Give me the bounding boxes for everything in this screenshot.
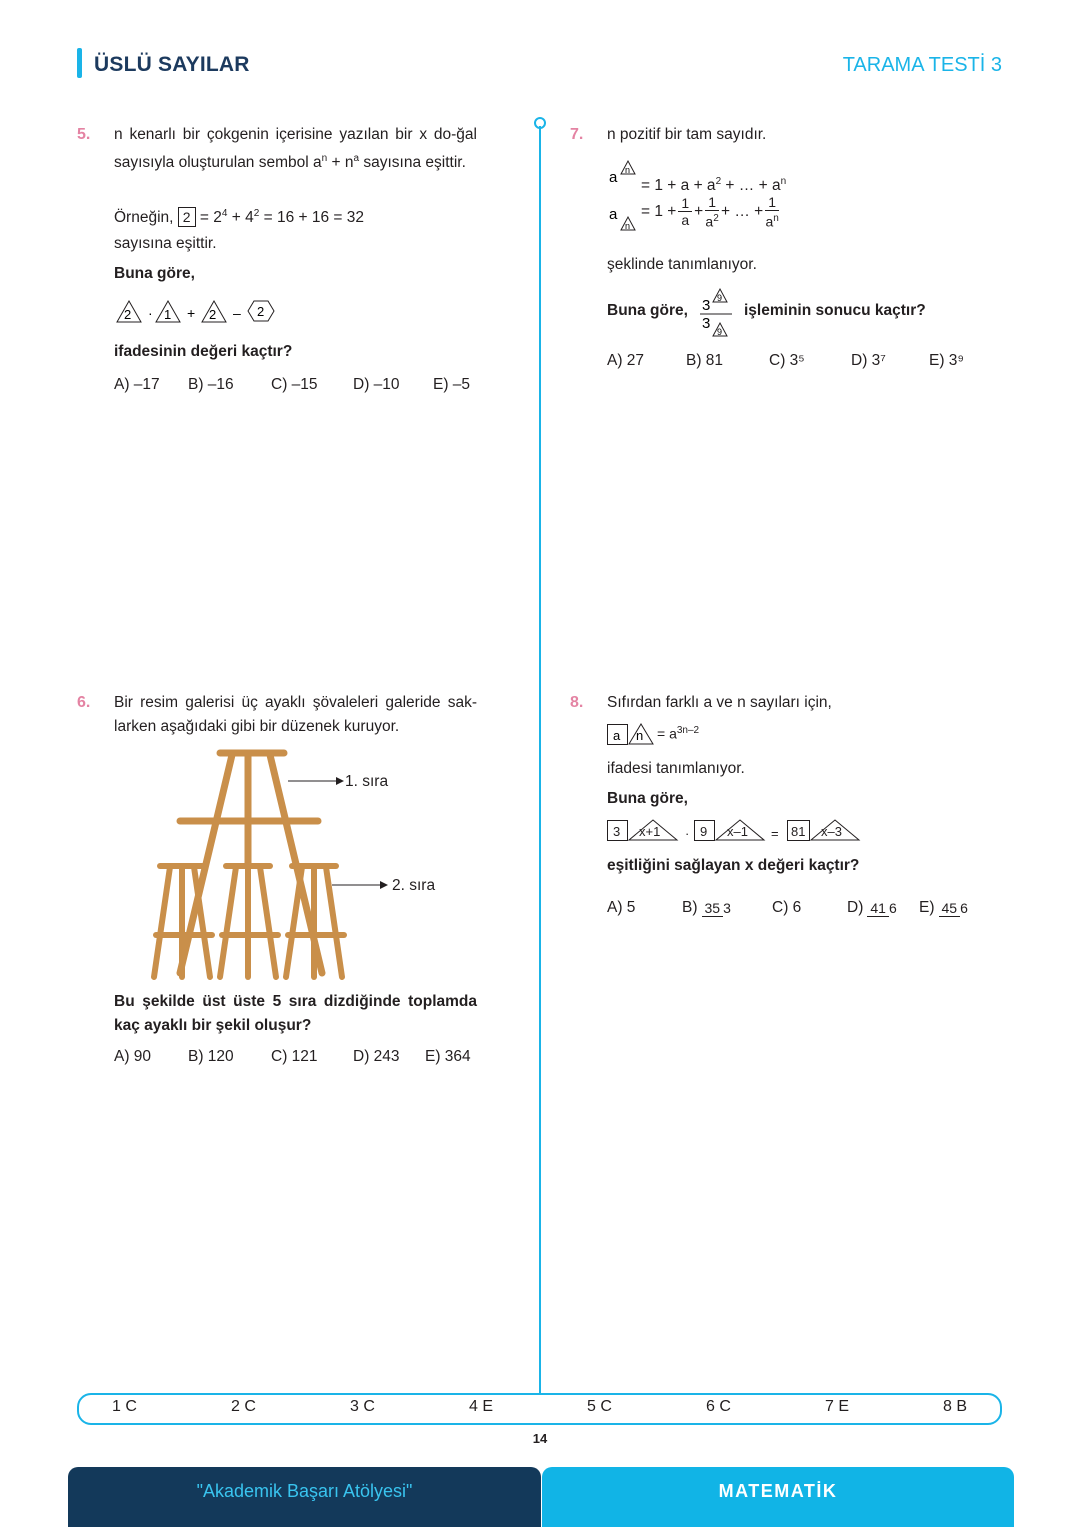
q6-options [114,1048,471,1066]
q5-sym-1: 2 [124,307,132,322]
svg-text:–: – [233,305,241,321]
svg-text:9: 9 [717,327,723,337]
unit-title: ÜSLÜ SAYILAR [94,53,250,76]
q8-equation [607,818,867,846]
svg-text:x–1: x–1 [727,824,748,839]
q6-option-c[interactable]: C) 121 [271,1048,318,1065]
q5-option-b[interactable]: B) –16 [188,376,234,393]
answer-6: 6 C [706,1398,731,1415]
q8-option-a[interactable]: A) 5 [607,899,636,916]
q7-fraction-expression [698,286,738,338]
q5-example-calc: = $2^4 + 4^2 = 16 + 16 = 32$ [199,208,364,227]
q5-lead: Buna göre, [114,265,195,282]
answer-5: 5 C [587,1398,612,1415]
q8-question: eşitliğini sağlayan x değeri kaçtır? [607,857,860,874]
svg-text:n: n [625,165,631,175]
answer-1: 1 C [112,1398,137,1415]
svg-text:·: · [148,305,153,321]
q5-example [114,202,364,230]
q7-triangle-up-symbol [608,158,642,188]
q5-option-a[interactable]: A) –17 [114,376,160,393]
svg-text:9: 9 [700,824,708,839]
svg-text:3: 3 [702,315,711,332]
q8-option-e[interactable]: E) 45 6 [919,899,968,916]
q5-sym-4: 2 [257,304,265,319]
q8-def: = $a^{3n-2}$ [657,725,700,742]
easel-figure [140,745,450,985]
header-accent-bar [77,48,82,78]
svg-text:n: n [625,221,631,231]
q7-option-a[interactable]: A) 27 [607,352,645,369]
q8-text: Sıfırdan farklı a ve n sayıları için, [607,694,832,711]
q5-options [114,376,470,394]
q7-options [607,352,964,370]
q5-number: 5. [77,126,91,143]
answer-4: 4 E [469,1398,494,1415]
q5-example-after: sayısına eşittir. [114,235,217,252]
q5-option-c[interactable]: C) –15 [271,376,318,393]
q7-after: şeklinde tanımlanıyor. [607,256,757,273]
q5-square-symbol: 2 [178,207,196,227]
q6-option-a[interactable]: A) 90 [114,1048,152,1065]
q8-number: 8. [570,694,584,711]
answer-2: 2 C [231,1398,256,1415]
q8-option-c[interactable]: C) 6 [772,899,802,916]
q6-question: Bu şekilde üst üste 5 sıra dizdiğinde toplamda kaç ayaklı bir şekil oluşur? [114,993,477,1034]
q8-lead: Buna göre, [607,790,688,807]
q6-number: 6. [77,694,91,711]
q8-options [607,888,970,928]
svg-text:=: = [771,826,779,841]
q7-question: işleminin sonucu kaçtır? [744,302,926,319]
svg-text:·: · [685,826,690,841]
q8-definition-symbol [607,722,659,748]
svg-text:3: 3 [702,297,711,314]
svg-text:a: a [609,169,618,186]
q7-lead: Buna göre, [607,302,688,319]
answer-7: 7 E [825,1398,850,1415]
q5-sym-2: 1 [164,307,172,322]
q7-option-b[interactable]: B) 81 [686,352,724,369]
footer-subject: MATEMATİK [542,1467,1014,1527]
svg-text:3: 3 [613,824,621,839]
q8-after: ifadesi tanımlanıyor. [607,760,745,777]
q6-option-b[interactable]: B) 120 [188,1048,234,1065]
q8-option-d[interactable]: D) 41 6 [847,899,897,916]
q6-option-e[interactable]: E) 364 [425,1048,471,1065]
q5-example-prefix: Örneğin, [114,209,174,227]
q7-option-d[interactable]: D) 3⁷ [851,352,886,369]
svg-text:a: a [609,206,618,223]
svg-text:x–3: x–3 [821,824,842,839]
q7-def2: = 1 + $\frac{1}{a}$ + $\frac{1}{a^2}$ + … + $\frac{1}{a^n}$ [641,194,779,230]
answer-3: 3 C [350,1398,375,1415]
svg-text:a: a [613,728,621,743]
column-divider [539,126,541,1394]
q5-symbol-expression [114,298,284,326]
q7-text: n pozitif bir tam sayıdır. [607,126,767,143]
q7-def1: = $1 + a + a^2$ + … + $a^n$ [641,176,787,195]
q5-question: ifadesinin değeri kaçtır? [114,343,293,360]
q5-text: n kenarlı bir çokgenin içerisine yazılan bir x do-ğal sayısıyla oluşturulan sembol $a^n + n^a$ sayısına eşittir. [114,126,477,172]
easel-label-row2: 2. sıra [392,877,436,894]
test-title: TARAMA TESTİ 3 [842,54,1002,76]
q8-option-b[interactable]: B) 35 3 [682,899,731,916]
easel-label-row1: 1. sıra [345,773,389,790]
q6-option-d[interactable]: D) 243 [353,1048,400,1065]
q7-option-e[interactable]: E) 3⁹ [929,352,965,369]
q5-sym-3: 2 [209,307,217,322]
q7-option-c[interactable]: C) 3⁵ [769,352,805,369]
q5-option-d[interactable]: D) –10 [353,376,400,393]
page-number: 14 [532,1431,548,1446]
q6-text: Bir resim galerisi üç ayaklı şövaleleri galeride sak-larken aşağıdaki gibi bir düzenek kuruyor. [114,694,477,735]
q7-number: 7. [570,126,584,143]
q5-option-e[interactable]: E) –5 [433,376,471,393]
svg-text:81: 81 [791,824,806,839]
svg-text:9: 9 [717,293,723,303]
footer-slogan: "Akademik Başarı Atölyesi" [68,1467,541,1527]
answer-key-bar [77,1393,1002,1425]
svg-text:n: n [636,728,644,743]
svg-text:+: + [187,305,196,321]
answer-8: 8 B [943,1398,968,1415]
q7-triangle-down-symbol [608,200,642,234]
svg-text:x+1: x+1 [639,824,661,839]
